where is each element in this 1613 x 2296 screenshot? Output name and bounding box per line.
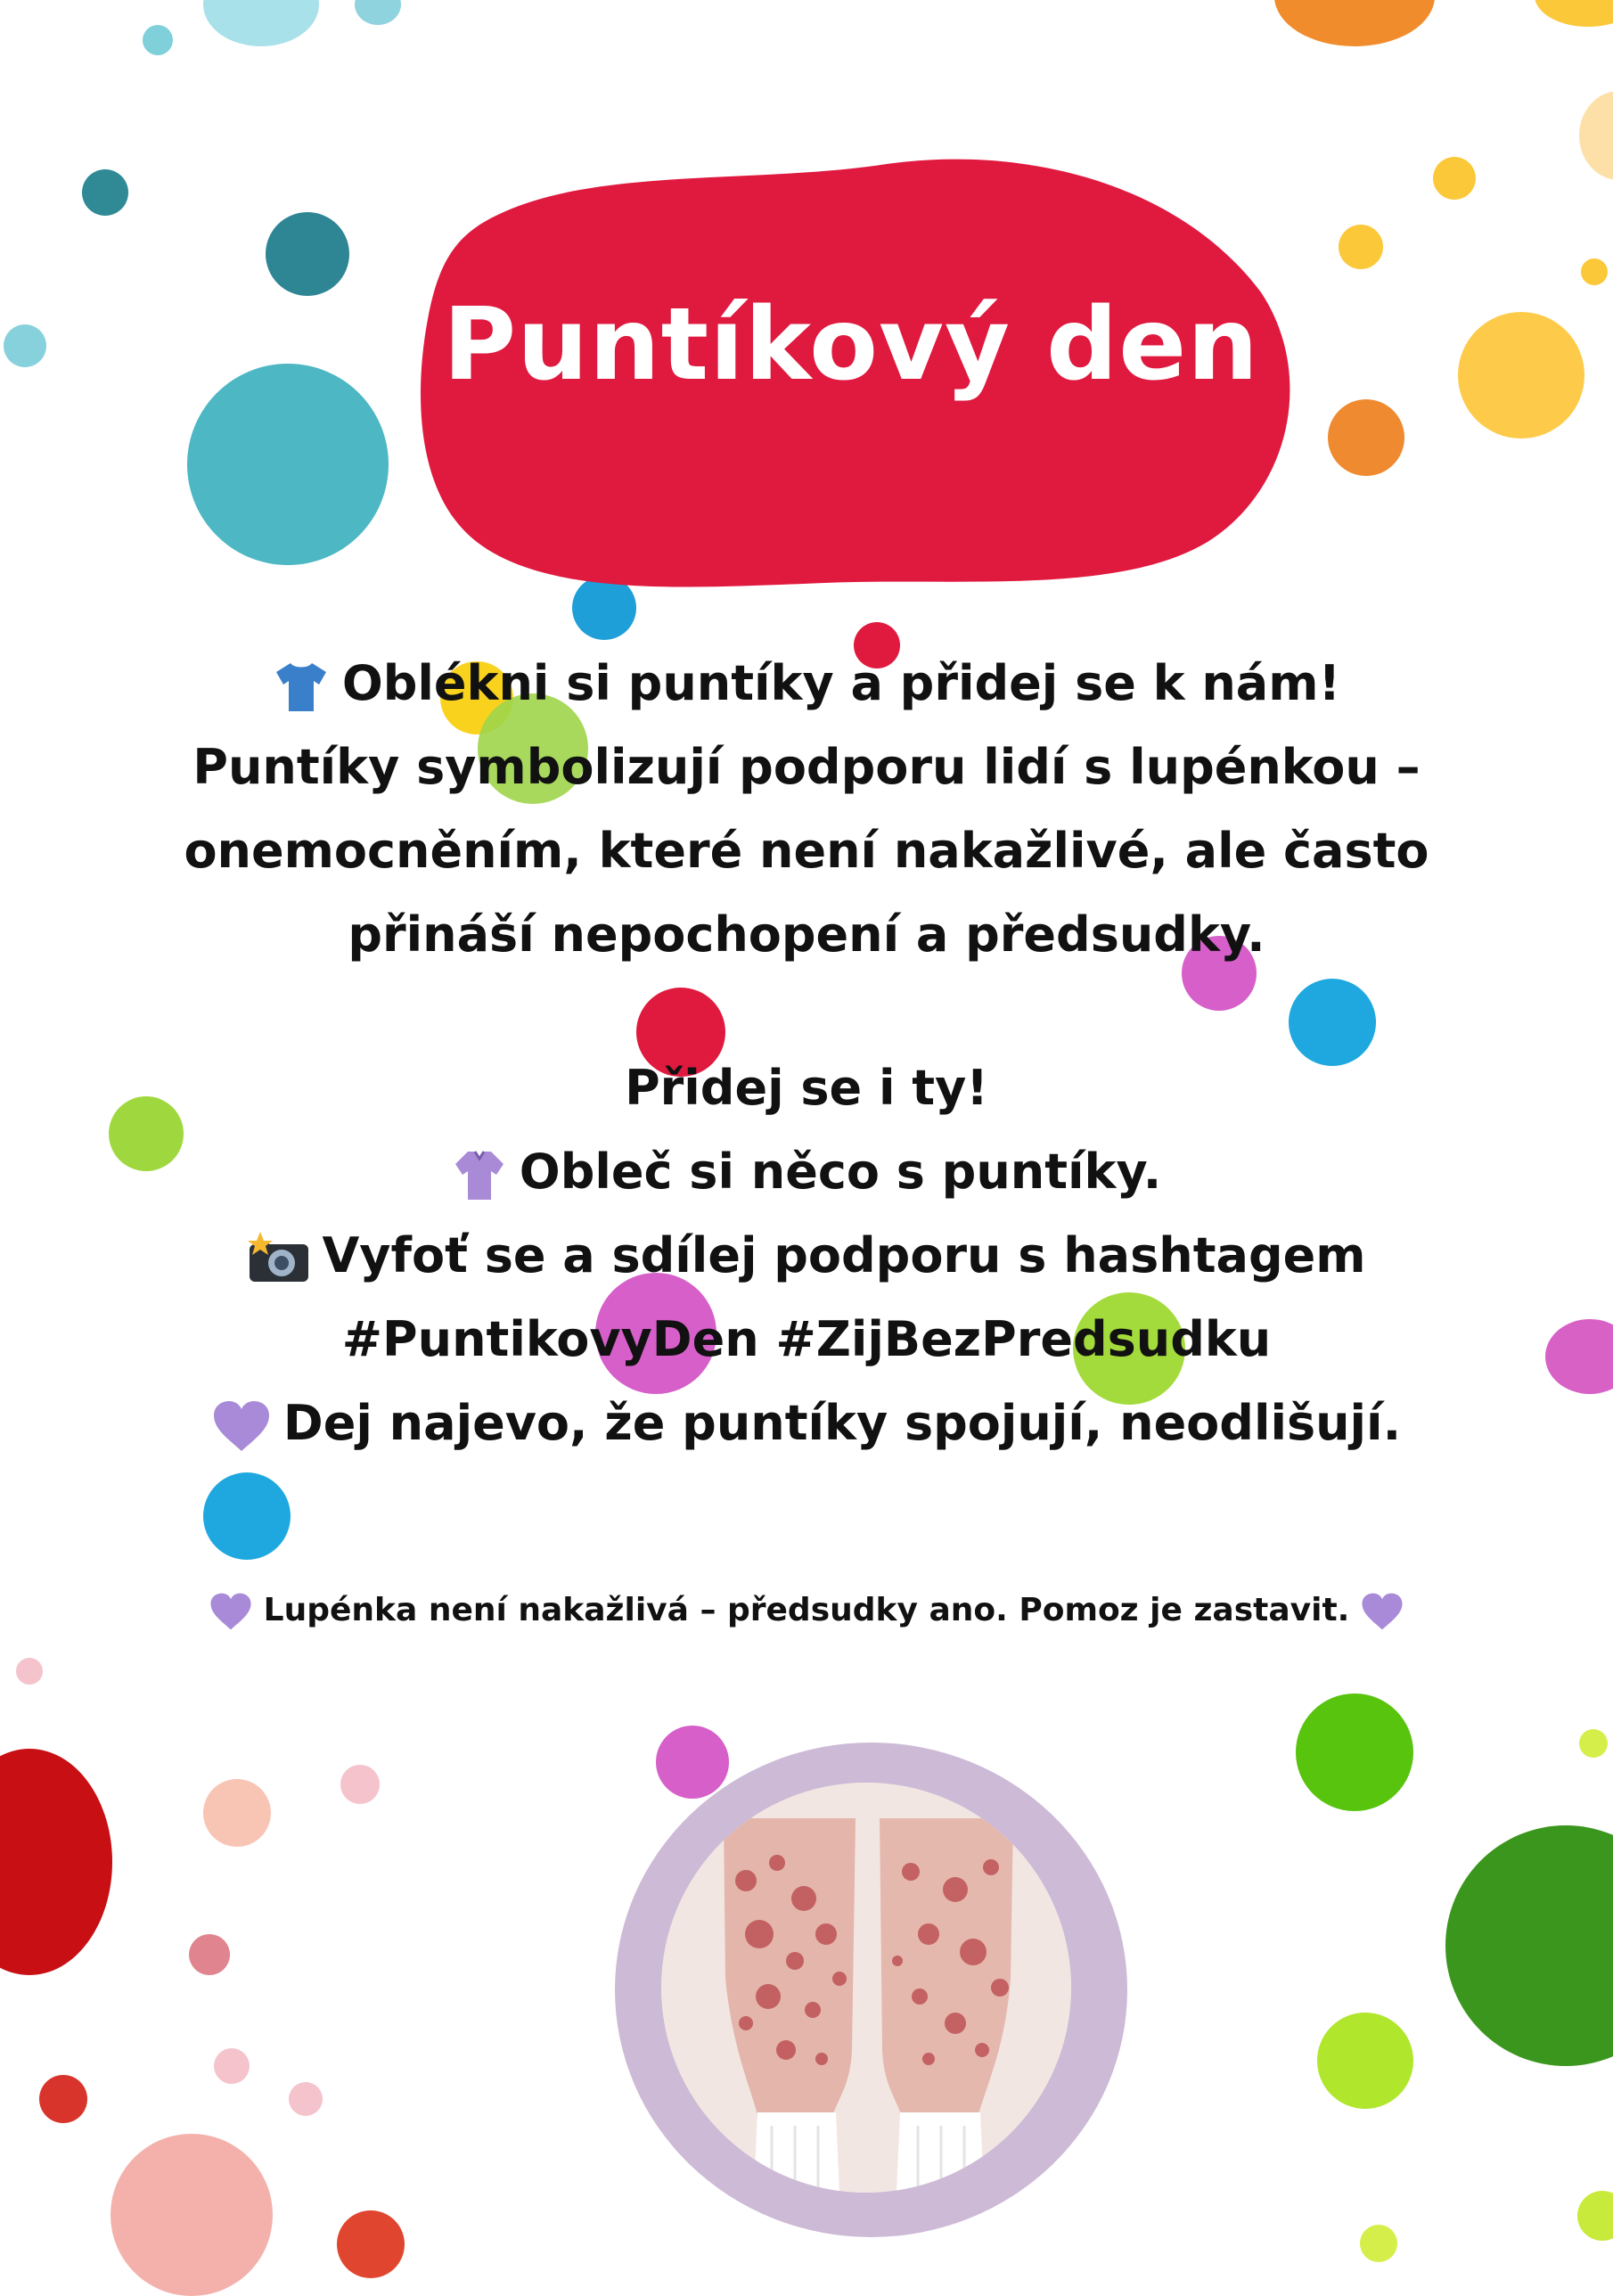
dot — [1458, 312, 1584, 439]
intro-line: Puntíky symbolizují podporu lidí s lupénkou – — [192, 739, 1421, 795]
dot — [203, 1472, 291, 1560]
cta-item: Dej najevo, že puntíky spojují, neodlišují. — [134, 1382, 1479, 1465]
intro-line: přináší nepochopení a předsudky. — [348, 906, 1265, 963]
dot — [656, 1726, 729, 1799]
dot — [1433, 157, 1476, 200]
dot — [355, 0, 401, 25]
intro-line: Oblékni si puntíky a přidej se k nám! — [134, 642, 1479, 726]
dot — [143, 25, 173, 55]
footer-note: Lupénka není nakažlivá – předsudky ano. Pomoz je zastavit. — [134, 1592, 1479, 1631]
dot — [340, 1765, 380, 1804]
dot — [16, 1658, 43, 1685]
dot — [203, 0, 319, 46]
dot — [214, 2048, 250, 2084]
page-title: Puntíkový den — [443, 287, 1259, 403]
dot — [1545, 1319, 1613, 1394]
dot — [1445, 1825, 1613, 2066]
cta-item: Vyfoť se a sdílej podporu s hashtagem — [134, 1214, 1479, 1298]
dot — [203, 1779, 271, 1847]
dot — [1577, 2191, 1613, 2241]
dot — [4, 324, 46, 367]
cta-block — [134, 1046, 1479, 1465]
dot — [266, 212, 349, 296]
dot — [39, 2075, 87, 2123]
purple-heart-icon — [209, 1592, 252, 1631]
dot — [1328, 399, 1404, 476]
dot — [189, 1934, 230, 1975]
cta-heading: Přidej se i ty! — [625, 1060, 988, 1116]
dot — [187, 364, 389, 565]
dot — [1296, 1693, 1413, 1811]
cta-item: Obleč si něco s puntíky. — [134, 1130, 1479, 1214]
dot — [111, 2134, 273, 2296]
dot — [289, 2082, 323, 2116]
dot — [0, 1749, 112, 1975]
intro-line: onemocněním, které není nakažlivé, ale často — [184, 823, 1429, 879]
dot — [337, 2210, 405, 2278]
camera-flash-icon — [248, 1232, 310, 1285]
dot — [1274, 0, 1435, 46]
tshirt-icon — [273, 660, 330, 713]
purple-heart-icon — [1361, 1592, 1404, 1631]
intro-text — [134, 642, 1479, 977]
dot — [1339, 225, 1383, 269]
dot — [1360, 2225, 1397, 2262]
dot — [1535, 0, 1613, 27]
purple-heart-icon — [212, 1399, 271, 1453]
dot — [1579, 1729, 1608, 1758]
dot — [1581, 258, 1608, 285]
dot — [82, 169, 128, 216]
cta-item: #PuntikovyDen #ZijBezPredsudku — [341, 1311, 1272, 1367]
legs-photo — [661, 1783, 1071, 2193]
blouse-icon — [452, 1148, 507, 1201]
legs-illustration — [661, 1783, 1071, 2193]
dot — [1317, 2013, 1413, 2109]
dot — [1579, 91, 1613, 180]
